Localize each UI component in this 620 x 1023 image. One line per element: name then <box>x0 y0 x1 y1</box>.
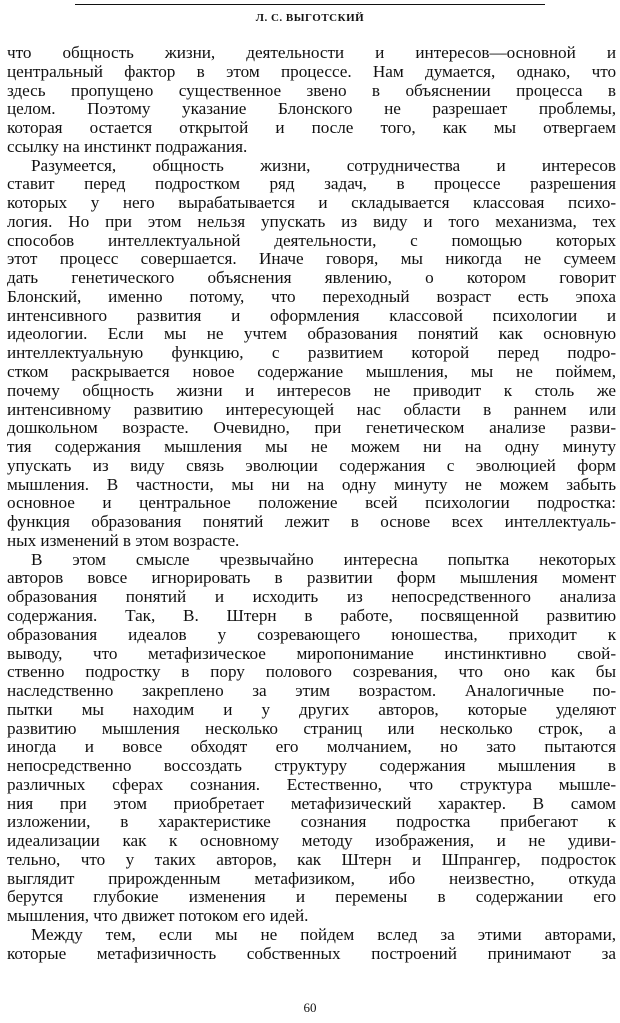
text-line: тия содержания мышления мы не можем ни на одну минуту <box>7 437 616 457</box>
text-line: выглядит прирожденным метафизиком, ибо неизвестно, откуда <box>7 868 616 888</box>
text-line: идеализации как к основному методу изображения, и не удиви- <box>7 831 616 851</box>
text-line: этот процесс совершается. Иначе говоря, мы никогда не сумеем <box>7 249 616 269</box>
text-line: тельно, что у таких авторов, как Штерн и Шпрангер, подросток <box>7 849 616 869</box>
text-line: изложении, в характеристике сознания подростка прибегают к <box>7 812 616 832</box>
text-line: интенсивного развития и оформления классовой психологии и <box>7 305 616 325</box>
text-line: непосредственно воссоздать структуру содержания мышления в <box>7 756 616 776</box>
text-line: различных сферах сознания. Естественно, что структура мышле- <box>7 774 616 794</box>
text-line: наследственно закреплено за этим возрастом. Аналогичные по- <box>7 681 616 701</box>
text-line: мышления. В частности, мы ни на одну минуту не можем забыть <box>7 474 616 494</box>
text-line: способов интеллектуальной деятельности, с помощью которых <box>7 230 616 250</box>
text-line: что общность жизни, деятельности и интересов—основной и <box>7 43 616 62</box>
text-line: иногда и вовсе обходят его молчанием, но зато пытаются <box>7 737 616 757</box>
text-line: идеологии. Если мы не учтем образования понятий как основную <box>7 324 616 344</box>
running-head: Л. С. ВЫГОТСКИЙ <box>255 12 365 24</box>
text-line: содержания. Так, В. Штерн в работе, посвященной развитию <box>7 605 616 625</box>
text-line: упускать из виду связь эволюции содержания с эволюцией форм <box>7 455 616 475</box>
text-line: которые метафизичность собственных построений принимают за <box>7 943 616 963</box>
text-line: стком раскрывается новое содержание мышления, мы не поймем, <box>7 362 616 382</box>
text-line: образования понятий и исходить из непосредственного анализа <box>7 587 616 607</box>
text-line: целом. Поэтому указание Блонского не разрешает проблемы, <box>7 99 616 119</box>
text-line: ссылку на инстинкт подражания. <box>7 136 248 156</box>
page-number: 60 <box>303 1000 317 1015</box>
text-line: пытки мы находим и у других авторов, которые уделяют <box>7 699 616 719</box>
text-line: Разумеется, общность жизни, сотрудничества и интересов <box>31 155 616 175</box>
text-line: функция образования понятий лежит в основе всех интеллектуаль- <box>7 512 616 532</box>
text-line: дать генетического объяснения явлению, о котором говорит <box>7 268 616 288</box>
text-line: интеллектуальную функцию, с развитием которой перед подро- <box>7 343 616 363</box>
text-line: почему общность жизни и интересов не приводит к столь же <box>7 380 616 400</box>
text-line: мышления, что движет потоком его идей. <box>7 906 309 926</box>
text-line: центральный фактор в этом процессе. Нам думается, однако, что <box>7 61 616 81</box>
text-line: ственно подростку в пору полового созревания, что оно как бы <box>7 662 616 682</box>
text-line: дошкольном возрасте. Очевидно, при генетическом анализе разви- <box>7 418 616 438</box>
text-line: развитию мышления несколько страниц или несколько строк, а <box>7 718 616 738</box>
text-line: ния при этом приобретает метафизический характер. В самом <box>7 793 616 813</box>
text-line: Между тем, если мы не пойдем вслед за этими авторами, <box>31 924 616 944</box>
text-line: которая остается открытой и после того, как мы отвергаем <box>7 118 616 138</box>
text-line: основное и центральное положение всей психологии подростка: <box>7 493 616 513</box>
text-line: ных изменений в этом возрасте. <box>7 530 240 550</box>
header-rule <box>75 4 545 5</box>
text-line: которых у него вырабатывается и складывается классовая психо- <box>7 193 616 213</box>
text-line: Блонский, именно потому, что переходный возраст есть эпоха <box>7 286 616 306</box>
text-line: здесь пропущено существенное звено в объяснении процесса в <box>7 80 616 100</box>
body-text <box>0 44 620 964</box>
text-line: берутся глубокие изменения и перемены в содержании его <box>7 887 616 907</box>
text-line: логия. Но при этом нельзя упускать из виду и того механизма, тех <box>7 211 616 231</box>
text-line: интенсивному развитию интересующей нас области в раннем или <box>7 399 616 419</box>
text-line: авторов вовсе игнорировать в развитии форм мышления момент <box>7 568 616 588</box>
text-line: образования идеалов у созревающего юношества, приходит к <box>7 624 616 644</box>
text-line: выводу, что метафизическое миропонимание инстинктивно свой- <box>7 643 616 663</box>
text-line: ставит перед подростком ряд задач, в процессе разрешения <box>7 174 616 194</box>
text-line: В этом смысле чрезвычайно интересна попытка некоторых <box>31 549 616 569</box>
